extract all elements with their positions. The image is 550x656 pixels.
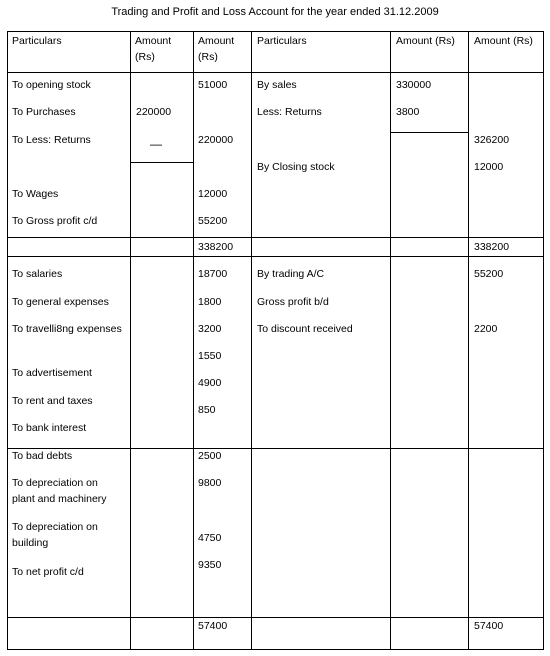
- trading-total-top-border: [7, 237, 544, 238]
- pl-debit-amount: 4750: [198, 532, 222, 544]
- trading-debit-label: To Purchases: [12, 106, 76, 118]
- pl-total-right: 57400: [474, 620, 504, 632]
- pl-credit-amount: 55200: [474, 268, 504, 280]
- pl-debit-label: To salaries: [12, 268, 63, 280]
- pl-debit-amount: 1800: [198, 296, 222, 308]
- pl-total-left: 57400: [198, 620, 228, 632]
- col-border-3: [193, 31, 194, 650]
- col-border-2: [130, 31, 131, 650]
- header-amount-left-2: Amount (Rs): [198, 35, 235, 63]
- pl-debit-label: To general expenses: [12, 296, 109, 308]
- pl-debit-label: To depreciation on plant and machinery: [12, 477, 107, 505]
- header-bottom-border: [7, 72, 544, 73]
- trading-credit-label: Less: Returns: [257, 106, 322, 118]
- trading-debit-amount: 51000: [198, 79, 228, 91]
- trading-debit-amount: 220000: [198, 134, 234, 146]
- pl-debit-label: To advertisement: [12, 367, 92, 379]
- col-border-7: [543, 31, 544, 650]
- header-amount-left-1: Amount (Rs): [135, 35, 172, 63]
- trading-debit-amount: 55200: [198, 215, 228, 227]
- trading-total-left: 338200: [198, 241, 234, 253]
- trading-credit-label: By Closing stock: [257, 161, 335, 173]
- pl-debit-amount: 18700: [198, 268, 228, 280]
- pl-debit-amount: 3200: [198, 323, 222, 335]
- table-top-border: [7, 31, 544, 32]
- pl-credit-amount: 2200: [474, 323, 498, 335]
- pl-mid-border: [7, 448, 544, 449]
- header-particulars-left: Particulars: [12, 35, 62, 47]
- trading-debit-amount: 12000: [198, 188, 228, 200]
- pl-debit-label: To rent and taxes: [12, 395, 93, 407]
- col-border-1: [7, 31, 8, 650]
- pl-credit-label: Gross profit b/d: [257, 296, 329, 308]
- trading-credit-sub: 3800: [396, 106, 420, 118]
- pl-debit-amount: 1550: [198, 350, 222, 362]
- trading-total-right: 338200: [474, 241, 510, 253]
- pl-debit-amount: 850: [198, 404, 216, 416]
- col-border-5: [390, 31, 391, 650]
- trading-debit-sub: 220000: [136, 106, 172, 118]
- trading-debit-label: To opening stock: [12, 79, 91, 91]
- sub-total-rule-right: [390, 132, 468, 133]
- header-amount-right-2: Amount (Rs): [474, 35, 533, 47]
- table-bottom-border: [7, 649, 544, 650]
- pl-credit-label: By trading A/C: [257, 268, 325, 280]
- pl-debit-amount: 9800: [198, 477, 222, 489]
- col-border-6: [468, 31, 469, 650]
- pl-debit-label: To depreciation on building: [12, 521, 98, 549]
- pl-total-top-border: [7, 617, 544, 618]
- header-particulars-right: Particulars: [257, 35, 307, 47]
- trading-debit-dash: —: [150, 137, 162, 151]
- trading-credit-label: By sales: [257, 79, 297, 91]
- trading-credit-sub: 330000: [396, 79, 432, 91]
- pl-debit-amount: 9350: [198, 559, 222, 571]
- trading-credit-amount: 12000: [474, 161, 504, 173]
- trading-credit-amount: 326200: [474, 134, 510, 146]
- pl-credit-label: To discount received: [257, 323, 353, 335]
- trading-total-bottom-border: [7, 256, 544, 257]
- header-amount-right-1: Amount (Rs): [396, 35, 455, 47]
- pl-debit-label: To net profit c/d: [12, 566, 84, 578]
- trading-debit-label: To Less: Returns: [12, 134, 91, 146]
- pl-debit-label: To bad debts: [12, 450, 73, 462]
- pl-debit-label: To travelli8ng expenses: [12, 323, 122, 335]
- page-title: Trading and Profit and Loss Account for the year ended 31.12.2009: [111, 6, 439, 18]
- pl-debit-amount: 4900: [198, 377, 222, 389]
- trading-debit-label: To Gross profit c/d: [12, 215, 98, 227]
- pl-debit-amount: 2500: [198, 450, 222, 462]
- col-border-4: [251, 31, 252, 650]
- trading-debit-label: To Wages: [12, 188, 59, 200]
- pl-debit-label: To bank interest: [12, 422, 87, 434]
- sub-total-rule-left: [130, 162, 193, 163]
